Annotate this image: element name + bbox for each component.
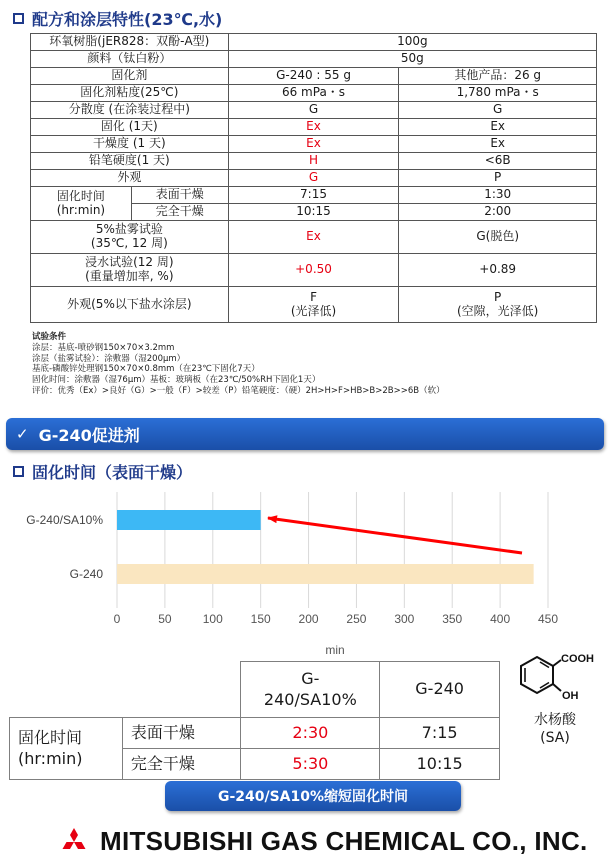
cell-value: Ex <box>399 119 597 136</box>
row-label <box>31 187 132 221</box>
cell-value: Ex <box>399 136 597 153</box>
cell-value <box>399 287 597 323</box>
condition-line: 固化时间：涂敷器（湿76μm）基板：玻璃板（在23℃/50%RH下固化1天） <box>32 375 321 386</box>
banner-text: G-240促进剂 <box>38 425 140 445</box>
x-tick-label: 400 <box>490 612 511 626</box>
cell-value: G <box>228 170 399 187</box>
compound-abbr: (SA) <box>540 730 570 746</box>
x-tick-label: 100 <box>202 612 223 626</box>
x-tick-label: 300 <box>394 612 415 626</box>
red-arrow-annotation <box>268 518 522 553</box>
section-title-curing-time <box>13 460 192 483</box>
x-tick-label: 50 <box>158 612 172 626</box>
header-line: G- <box>301 668 320 688</box>
shortened-cure-banner: G-240/SA10%缩短固化时间 <box>165 781 461 811</box>
row-label: 干燥度 (1 天) <box>31 136 229 153</box>
label-line: 浸水试验(12 周) <box>85 255 174 270</box>
cell-value: Ex <box>228 136 399 153</box>
value-line: F <box>310 289 317 304</box>
condition-line: 基底-磷酸锌处理钢150×70×0.8mm（在23℃下固化7天） <box>32 364 260 375</box>
test-conditions <box>32 332 445 397</box>
cell-value: 50g <box>228 51 596 68</box>
curing-time-comparison-table <box>9 661 500 780</box>
table-row <box>31 287 597 323</box>
label-line: (hr:min) <box>18 748 83 768</box>
table-row <box>31 170 597 187</box>
value-line: P <box>494 289 502 304</box>
row-label: 外观(5%以下盐水涂层) <box>31 287 229 323</box>
benzene-ring-icon <box>505 645 605 707</box>
cell-value: 10:15 <box>380 749 500 780</box>
cell-value: 其他产品：26 g <box>399 68 597 85</box>
table-row <box>31 85 597 102</box>
cell-value: 1:30 <box>399 187 597 204</box>
cell-value: 10:15 <box>228 204 399 221</box>
value-line: (光泽低) <box>290 303 337 318</box>
conditions-heading: 试验条件 <box>32 332 67 342</box>
label-line: 5%盐雾试验 <box>95 222 163 237</box>
condition-line: 涂层（盐雾试验）：涂敷器（湿200μm） <box>32 353 186 364</box>
cell-value: 1,780 mPa・s <box>399 85 597 102</box>
row-label: 固化剂 <box>31 68 229 85</box>
bar <box>117 510 261 530</box>
oh-label: OH <box>562 690 579 702</box>
row-label: 颜料（钛白粉） <box>31 51 229 68</box>
x-tick-label: 200 <box>298 612 319 626</box>
category-label: G-240/SA10% <box>26 513 103 527</box>
curing-time-bar-chart <box>0 488 616 658</box>
cell-value: Ex <box>228 119 399 136</box>
table-row <box>31 68 597 85</box>
table-row <box>31 34 597 51</box>
cell-value: +0.50 <box>228 254 399 287</box>
label-line: 固化时间 <box>18 727 83 747</box>
cell-value: 5:30 <box>241 749 380 780</box>
sub-label: 表面干燥 <box>122 718 241 749</box>
cell-value: P <box>399 170 597 187</box>
header-line: 240/SA10% <box>263 689 357 709</box>
formulation-properties-table <box>30 33 597 323</box>
x-axis-label: min <box>325 643 345 657</box>
x-tick-label: 250 <box>346 612 367 626</box>
table-row <box>31 119 597 136</box>
company-footer <box>58 826 588 857</box>
table-row <box>10 718 500 749</box>
square-bullet-icon <box>13 13 24 24</box>
company-name: MITSUBISHI GAS CHEMICAL CO., INC. <box>100 826 588 856</box>
section-title-text: 固化时间（表面干燥） <box>32 463 193 482</box>
cell-value: Ex <box>228 221 399 254</box>
checkmark-icon: ✓ <box>16 425 29 443</box>
category-label: G-240 <box>69 567 103 581</box>
x-tick-label: 150 <box>250 612 271 626</box>
x-tick-label: 0 <box>113 612 121 626</box>
cell-value <box>228 287 399 323</box>
cell-value: 100g <box>228 34 596 51</box>
cell-value: 66 mPa・s <box>228 85 399 102</box>
row-label <box>31 221 229 254</box>
condition-line: 评价：优秀（Ex）>良好（G）>一般（F）>较差（P）铅笔硬度：（硬）2H>H>F>HB>B>2B>>6B（软） <box>32 385 445 396</box>
salicylic-acid-structure <box>505 645 605 747</box>
label-line: (hr:min) <box>56 202 106 217</box>
sub-label: 完全干燥 <box>122 749 241 780</box>
cell-value: 7:15 <box>228 187 399 204</box>
sub-label: 完全干燥 <box>131 204 228 221</box>
table-row <box>31 51 597 68</box>
section-title-formulation <box>13 7 222 30</box>
cell-value: G(脱色) <box>399 221 597 254</box>
empty-header-cell <box>10 662 241 718</box>
x-tick-label: 450 <box>537 612 559 626</box>
cell-value: H <box>228 153 399 170</box>
row-label: 固化剂粘度(25℃) <box>31 85 229 102</box>
table-row <box>31 187 597 204</box>
row-label: 分散度 (在涂装过程中) <box>31 102 229 119</box>
value-line: (空隙，光泽低) <box>456 303 539 318</box>
cell-value: 7:15 <box>380 718 500 749</box>
table-row <box>31 136 597 153</box>
cooh-label: COOH <box>561 653 594 665</box>
square-bullet-icon <box>13 466 24 477</box>
cell-value: G <box>399 102 597 119</box>
cell-value: 2:00 <box>399 204 597 221</box>
row-label: 外观 <box>31 170 229 187</box>
label-line: (重量增加率, %) <box>85 269 174 283</box>
bar <box>117 564 534 584</box>
cell-value: +0.89 <box>399 254 597 287</box>
cell-value: G-240 : 55 g <box>228 68 399 85</box>
row-label: 环氧树脂(jER828：双酚-A型) <box>31 34 229 51</box>
three-diamonds-logo-icon <box>58 828 90 856</box>
table-row <box>31 102 597 119</box>
label-line: 固化时间 <box>56 188 105 203</box>
cell-value: G <box>228 102 399 119</box>
table-row <box>31 254 597 287</box>
table-row <box>31 153 597 170</box>
column-header: G-240 <box>380 662 500 718</box>
column-header <box>241 662 380 718</box>
cell-value: <6B <box>399 153 597 170</box>
condition-line: 涂层：基底-喷砂钢150×70×3.2mm <box>32 342 175 353</box>
cell-value: 2:30 <box>241 718 380 749</box>
table-row <box>10 662 500 718</box>
section-title-text: 配方和涂层特性(23℃,水) <box>32 10 223 29</box>
label-line: (35℃, 12 周) <box>90 236 168 250</box>
sub-label: 表面干燥 <box>131 187 228 204</box>
table-row <box>31 221 597 254</box>
accelerator-banner <box>6 418 604 450</box>
row-label: 固化 (1天) <box>31 119 229 136</box>
row-label <box>31 254 229 287</box>
compound-name: 水杨酸 <box>534 712 576 728</box>
row-label: 铅笔硬度(1 天) <box>31 153 229 170</box>
x-tick-label: 350 <box>442 612 463 626</box>
row-label <box>10 718 123 780</box>
